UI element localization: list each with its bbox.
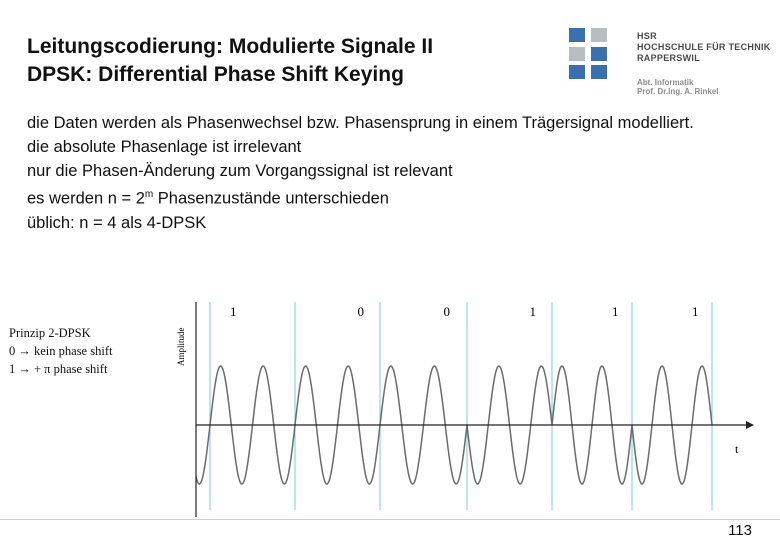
school-name-line: HSR	[637, 31, 657, 41]
title-line-1: Leitungscodierung: Modulierte Signale II	[27, 35, 434, 58]
school-name-line: HOCHSCHULE FÜR TECHNIK	[637, 42, 771, 52]
footer-divider	[0, 519, 780, 520]
arrow-right-icon: →	[18, 362, 31, 376]
professor: Prof. Dr.Ing. A. Rinkel	[637, 87, 719, 96]
y-axis-label: Amplitude	[176, 327, 186, 366]
principle-title: Prinzip 2-DPSK	[9, 326, 91, 340]
department: Abt. Informatik	[637, 78, 694, 87]
arrow-right-icon: →	[18, 344, 31, 358]
bit-label: 0	[443, 304, 450, 319]
bullet-item: nur die Phasen-Änderung zum Vorgangssignal ist relevant	[27, 162, 453, 180]
bit-label: 1	[692, 304, 699, 319]
bit-value: 1	[9, 362, 16, 376]
bullet-text: es werden n = 2	[27, 189, 145, 208]
page-number: 113	[728, 522, 752, 539]
x-axis-label: t	[735, 442, 739, 456]
x-axis-arrow-icon	[746, 421, 754, 429]
bit-labels	[230, 304, 699, 319]
rule-text: kein phase shift	[34, 344, 113, 358]
bit-boundary-markers	[210, 302, 712, 510]
bullet-item: die Daten werden als Phasenwechsel bzw. Phasensprung in einem Trägersignal modelliert.	[27, 114, 694, 132]
exponent: m	[144, 189, 154, 200]
bit-label: 0	[357, 304, 364, 319]
title-line-2: DPSK: Differential Phase Shift Keying	[27, 63, 404, 86]
bit-label: 1	[612, 304, 619, 319]
bullet-item: die absolute Phasenlage ist irrelevant	[27, 138, 302, 156]
bullet-item: üblich: n = 4 als 4-DPSK	[27, 213, 207, 232]
bit-label: 1	[529, 304, 536, 319]
bit-value: 0	[9, 344, 16, 358]
rule-text: + π phase shift	[34, 362, 108, 376]
bit-label: 1	[230, 304, 237, 319]
bullet-text: Phasenzustände unterschieden	[153, 189, 389, 208]
school-name-line: RAPPERSWIL	[637, 53, 701, 63]
